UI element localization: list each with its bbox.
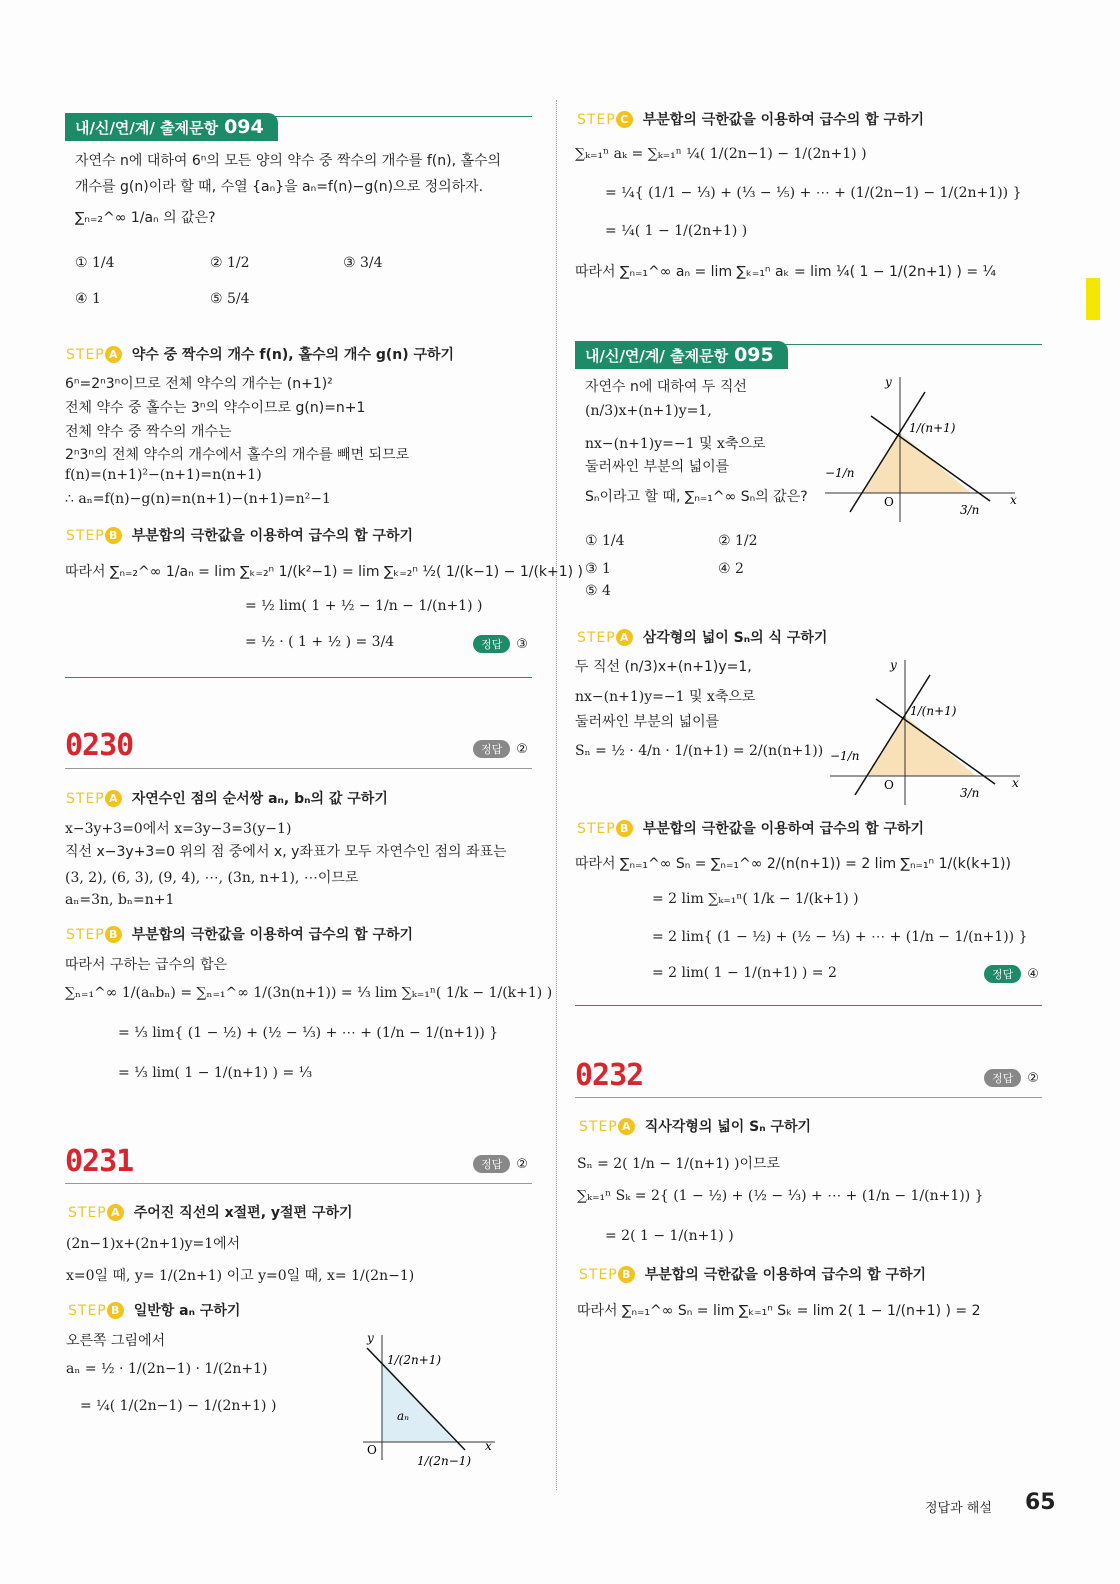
solution-line: = ¼( 1/(2n−1) − 1/(2n+1) ) [80, 1398, 277, 1414]
text: 정답 [473, 635, 510, 653]
box-header-095 [575, 341, 788, 369]
y-label: y [367, 1331, 374, 1345]
x-right-label: 3/n [960, 786, 980, 800]
divider [65, 1183, 532, 1184]
problem-text: nx−(n+1)y=−1 및 x축으로 [585, 436, 766, 452]
text: STEP [68, 1303, 107, 1319]
answer-095 [984, 965, 1039, 983]
text: A [616, 629, 633, 646]
text: 부분합의 극한값을 이용하여 급수의 합 구하기 [642, 112, 925, 128]
solution-line: 오른쪽 그림에서 [66, 1333, 166, 1349]
choice-5: ⑤ 4 [585, 583, 611, 599]
x-label: x [1012, 776, 1019, 790]
solution-line: aₙ=3n, bₙ=n+1 [65, 892, 175, 908]
choice-4: ④ 2 [718, 561, 744, 577]
problem-text: 자연수 n에 대하여 6ⁿ의 모든 양의 약수 중 짝수의 개수를 f(n), 홀수의 [75, 153, 502, 169]
text: B [616, 820, 633, 837]
choice-5: ⑤ 5/4 [210, 291, 250, 307]
text: ④ [1027, 967, 1039, 982]
solution-line: (2n−1)x+(2n+1)y=1에서 [66, 1236, 241, 1252]
text: 직사각형의 넓이 Sₙ 구하기 [644, 1119, 812, 1135]
graph-095-solution [830, 655, 1030, 810]
problem-text: 자연수 n에 대하여 두 직선 [585, 379, 747, 395]
box-label: 내/신/연/계/ 출제문항 [75, 119, 219, 137]
solution-line: ∑ₖ₌₁ⁿ aₖ = ∑ₖ₌₁ⁿ ¼( 1/(2n−1) − 1/(2n+1) ) [575, 146, 867, 162]
x-left-label: −1/n [830, 749, 860, 763]
solution-line: = 2( 1 − 1/(n+1) ) [605, 1228, 734, 1244]
y-intercept-label: 1/(n+1) [910, 704, 957, 718]
column-divider [556, 100, 557, 1490]
graph-095 [825, 372, 1025, 527]
text: ② [516, 1157, 528, 1172]
step-heading [577, 818, 924, 838]
chapter-tab[interactable] [1086, 278, 1100, 320]
text: C [616, 111, 633, 128]
choice-4: ④ 1 [75, 291, 101, 307]
choice-1: ① 1/4 [75, 255, 115, 271]
text: B [107, 1302, 124, 1319]
solution-line: 따라서 ∑ₙ₌₁^∞ aₙ = lim ∑ₖ₌₁ⁿ aₖ = lim ¼( 1 − 1/(2n+1) ) = ¼ [575, 264, 997, 280]
text: STEP [68, 1205, 107, 1221]
step-heading [66, 788, 388, 808]
text: STEP [66, 927, 105, 943]
problem-number: 0231 [65, 1144, 134, 1179]
solution-line: = ¼( 1 − 1/(2n+1) ) [605, 223, 748, 239]
problem-number: 0230 [65, 728, 134, 763]
origin-label: O [884, 495, 894, 509]
text: STEP [577, 112, 616, 128]
solution-line: Sₙ = ½ · 4/n · 1/(n+1) = 2/(n(n+1)) [575, 743, 824, 759]
graph-0231 [355, 1330, 505, 1475]
text: A [105, 346, 122, 363]
footer-section: 정답과 해설 [925, 1501, 992, 1516]
divider [575, 1097, 1042, 1098]
text: 정답 [473, 1155, 510, 1173]
problem-text: 둘러싸인 부분의 넓이를 [585, 459, 730, 475]
solution-line: = ⅓ lim{ (1 − ½) + (½ − ⅓) + ⋯ + (1/n − 1/(n+1)) } [118, 1025, 499, 1041]
text: 정답 [984, 965, 1021, 983]
text: 약수 중 짝수의 개수 f(n), 홀수의 개수 g(n) 구하기 [131, 347, 455, 363]
step-heading [579, 1264, 926, 1284]
solution-line: ∴ aₙ=f(n)−g(n)=n(n+1)−(n+1)=n²−1 [65, 491, 331, 507]
choice-3: ③ 3/4 [343, 255, 383, 271]
text: 부분합의 극한값을 이용하여 급수의 합 구하기 [642, 821, 925, 837]
solution-line: 따라서 ∑ₙ₌₂^∞ 1/aₙ = lim ∑ₖ₌₂ⁿ 1/(k²−1) = lim ∑ₖ₌₂ⁿ ½( 1/(k−1) − 1/(k+1) ) [65, 564, 584, 580]
region-fill [863, 433, 971, 493]
solution-line: ∑ₖ₌₁ⁿ Sₖ = 2{ (1 − ½) + (½ − ⅓) + ⋯ + (1/n − 1/(n+1)) } [577, 1188, 984, 1204]
text: STEP [579, 1267, 618, 1283]
choice-1: ① 1/4 [585, 533, 625, 549]
solution-line: = 2 lim ∑ₖ₌₁ⁿ( 1/k − 1/(k+1) ) [652, 891, 859, 907]
text: STEP [66, 528, 105, 544]
step-heading [68, 1202, 353, 1222]
text: A [618, 1118, 635, 1135]
text: B [105, 527, 122, 544]
answer-094 [473, 635, 528, 653]
text: ② [1027, 1071, 1039, 1086]
text: 부분합의 극한값을 이용하여 급수의 합 구하기 [644, 1267, 927, 1283]
solution-line: aₙ = ½ · 1/(2n−1) · 1/(2n+1) [66, 1361, 268, 1377]
text: 삼각형의 넓이 Sₙ의 식 구하기 [642, 630, 828, 646]
text: B [618, 1266, 635, 1283]
x-label: x [485, 1439, 492, 1453]
origin-label: O [367, 1443, 377, 1457]
text: STEP [577, 630, 616, 646]
step-heading [68, 1300, 240, 1320]
origin-label: O [884, 778, 894, 792]
text: ② [516, 742, 528, 757]
page-number: 65 [1025, 1490, 1056, 1515]
solution-line: 6ⁿ=2ⁿ3ⁿ이므로 전체 약수의 개수는 (n+1)² [65, 376, 333, 392]
y-intercept-label: 1/(2n+1) [387, 1353, 442, 1367]
solution-line: 둘러싸인 부분의 넓이를 [575, 714, 720, 730]
box-number: 094 [224, 116, 264, 138]
choice-2: ② 1/2 [210, 255, 250, 271]
solution-line: 전체 약수 중 짝수의 개수는 [65, 424, 232, 440]
region-label: aₙ [397, 1409, 410, 1423]
y-label: y [890, 658, 897, 672]
problem-text: ∑ₙ₌₂^∞ 1/aₙ 의 값은? [75, 210, 216, 226]
solution-line: ∑ₙ₌₁^∞ 1/(aₙbₙ) = ∑ₙ₌₁^∞ 1/(3n(n+1)) = ⅓ lim ∑ₖ₌₁ⁿ( 1/k − 1/(k+1) ) [65, 985, 553, 1001]
text: 자연수인 점의 순서쌍 aₙ, bₙ의 값 구하기 [131, 791, 388, 807]
step-heading [66, 344, 454, 364]
text: 부분합의 극한값을 이용하여 급수의 합 구하기 [131, 927, 414, 943]
problem-text: Sₙ이라고 할 때, ∑ₙ₌₁^∞ Sₙ의 값은? [585, 489, 808, 505]
solution-line: 2ⁿ3ⁿ의 전체 약수의 개수에서 홀수의 개수를 빼면 되므로 [65, 447, 410, 463]
problem-text: (n/3)x+(n+1)y=1, [585, 403, 712, 419]
text: STEP [66, 791, 105, 807]
step-heading [66, 924, 413, 944]
solution-line: (3, 2), (6, 3), (9, 4), ⋯, (3n, n+1), ⋯이므로 [65, 870, 359, 886]
problem-number: 0232 [575, 1058, 644, 1093]
solution-line: = ½ lim( 1 + ½ − 1/n − 1/(n+1) ) [245, 598, 483, 614]
text: 부분합의 극한값을 이용하여 급수의 합 구하기 [131, 528, 414, 544]
solution-line: = 2 lim( 1 − 1/(n+1) ) = 2 [652, 965, 837, 981]
box-number: 095 [734, 344, 774, 366]
text: 주어진 직선의 x절편, y절편 구하기 [133, 1205, 353, 1221]
x-right-label: 3/n [960, 503, 980, 517]
solution-line: f(n)=(n+1)²−(n+1)=n(n+1) [65, 467, 262, 483]
text: 정답 [473, 740, 510, 758]
text: STEP [579, 1119, 618, 1135]
solution-line: = ¼{ (1/1 − ⅓) + (⅓ − ⅕) + ⋯ + (1/(2n−1) − 1/(2n+1)) } [605, 185, 1022, 201]
text: ③ [516, 637, 528, 652]
text: STEP [577, 821, 616, 837]
x-left-label: −1/n [825, 466, 855, 480]
step-heading [66, 525, 413, 545]
answer-0231 [473, 1155, 528, 1173]
divider [575, 1005, 1042, 1006]
text: A [107, 1204, 124, 1221]
x-intercept-label: 1/(2n−1) [417, 1454, 472, 1468]
y-label: y [885, 375, 892, 389]
problem-text: 개수를 g(n)이라 할 때, 수열 {aₙ}을 aₙ=f(n)−g(n)으로 정의하자. [75, 179, 484, 195]
step-heading [577, 109, 924, 129]
y-intercept-label: 1/(n+1) [909, 421, 956, 435]
answer-0232 [984, 1069, 1039, 1087]
solution-line: = 2 lim{ (1 − ½) + (½ − ⅓) + ⋯ + (1/n − 1/(n+1)) } [652, 929, 1028, 945]
solution-line: Sₙ = 2( 1/n − 1/(n+1) )이므로 [577, 1156, 781, 1172]
solution-line: x=0일 때, y= 1/(2n+1) 이고 y=0일 때, x= 1/(2n−1) [66, 1268, 415, 1284]
divider [65, 677, 532, 678]
divider [65, 768, 532, 769]
text: 정답 [984, 1069, 1021, 1087]
region-fill [868, 716, 976, 776]
text: B [105, 926, 122, 943]
choice-2: ② 1/2 [718, 533, 758, 549]
solution-line: 따라서 ∑ₙ₌₁^∞ Sₙ = ∑ₙ₌₁^∞ 2/(n(n+1)) = 2 lim ∑ₙ₌₁ⁿ 1/(k(k+1)) [575, 856, 1011, 872]
text: A [105, 790, 122, 807]
solution-line: 따라서 ∑ₙ₌₁^∞ Sₙ = lim ∑ₖ₌₁ⁿ Sₖ = lim 2( 1 − 1/(n+1) ) = 2 [577, 1303, 981, 1319]
solution-line: = ⅓ lim( 1 − 1/(n+1) ) = ⅓ [118, 1065, 313, 1081]
solution-line: 두 직선 (n/3)x+(n+1)y=1, [575, 659, 752, 675]
x-label: x [1010, 493, 1017, 507]
solution-line: 전체 약수 중 홀수는 3ⁿ의 약수이므로 g(n)=n+1 [65, 400, 366, 416]
solution-line: x−3y+3=0에서 x=3y−3=3(y−1) [65, 821, 292, 837]
box-label: 내/신/연/계/ 출제문항 [585, 347, 729, 365]
box-header-094 [65, 113, 278, 141]
solution-line: 직선 x−3y+3=0 위의 점 중에서 x, y좌표가 모두 자연수인 점의 좌표는 [65, 844, 507, 860]
text: 일반항 aₙ 구하기 [133, 1303, 241, 1319]
solution-line: 따라서 구하는 급수의 합은 [65, 957, 228, 973]
solution-line: = ½ · ( 1 + ½ ) = 3/4 [245, 634, 395, 650]
step-heading [579, 1116, 811, 1136]
text: STEP [66, 347, 105, 363]
choice-3: ③ 1 [585, 561, 611, 577]
step-heading [577, 627, 827, 647]
solution-line: nx−(n+1)y=−1 및 x축으로 [575, 689, 756, 705]
answer-0230 [473, 740, 528, 758]
